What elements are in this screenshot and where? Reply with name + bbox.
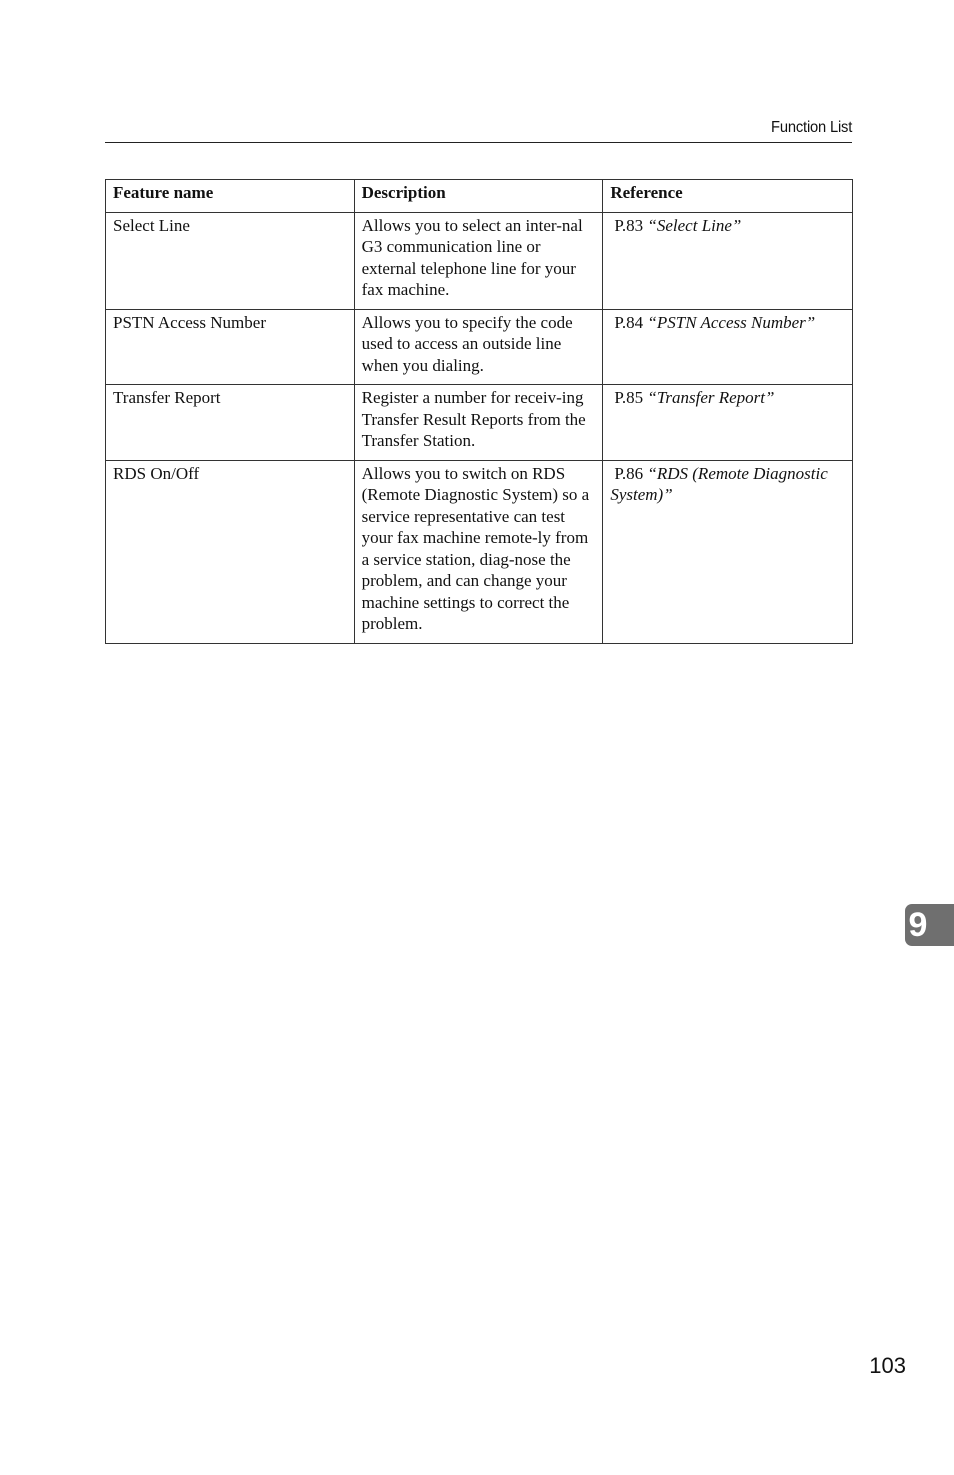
function-table bbox=[105, 179, 853, 644]
column-header-reference: Reference bbox=[603, 180, 853, 213]
feature-cell: Transfer Report bbox=[106, 385, 355, 461]
feature-cell: PSTN Access Number bbox=[106, 309, 355, 385]
page-number: 103 bbox=[869, 1353, 906, 1378]
reference-page: P.86 bbox=[614, 463, 644, 483]
chapter-tab bbox=[905, 904, 954, 946]
table-row bbox=[106, 385, 853, 461]
chapter-number: 9 bbox=[908, 906, 928, 944]
reference-link[interactable]: “Select Line” bbox=[647, 215, 742, 235]
reference-cell bbox=[603, 212, 853, 309]
reference-cell bbox=[603, 309, 853, 385]
column-header-description: Description bbox=[354, 180, 603, 213]
feature-cell: Select Line bbox=[106, 212, 355, 309]
table-header-row bbox=[106, 180, 853, 213]
reference-page: P.83 bbox=[614, 215, 644, 235]
table-row bbox=[106, 460, 853, 643]
reference-link[interactable]: “PSTN Access Number” bbox=[647, 312, 816, 332]
reference-cell bbox=[603, 385, 853, 461]
reference-link[interactable]: “Transfer Report” bbox=[647, 388, 775, 407]
description-cell: Allows you to switch on RDS (Remote Diagnostic System) so a service representative can test your fax machine remote-ly from a service station, diag-nose the problem, and can change your machine settings to correct the problem. bbox=[354, 460, 603, 643]
description-cell: Allows you to specify the code used to access an outside line when you dialing. bbox=[354, 309, 603, 385]
column-header-feature-name: Feature name bbox=[106, 180, 355, 213]
running-header bbox=[105, 118, 852, 143]
description-cell: Allows you to select an inter-nal G3 communication line or external telephone line for your fax machine. bbox=[354, 212, 603, 309]
section-title: Function List bbox=[770, 119, 852, 136]
table-row bbox=[106, 309, 853, 385]
feature-cell: RDS On/Off bbox=[106, 460, 355, 643]
description-cell: Register a number for receiv-ing Transfer Result Reports from the Transfer Station. bbox=[354, 385, 603, 461]
table-row bbox=[106, 212, 853, 309]
reference-page: P.85 bbox=[614, 388, 644, 407]
reference-link[interactable]: “RDS (Remote Diagnostic System)” bbox=[610, 463, 828, 504]
reference-page: P.84 bbox=[614, 312, 644, 332]
reference-cell bbox=[603, 460, 853, 643]
